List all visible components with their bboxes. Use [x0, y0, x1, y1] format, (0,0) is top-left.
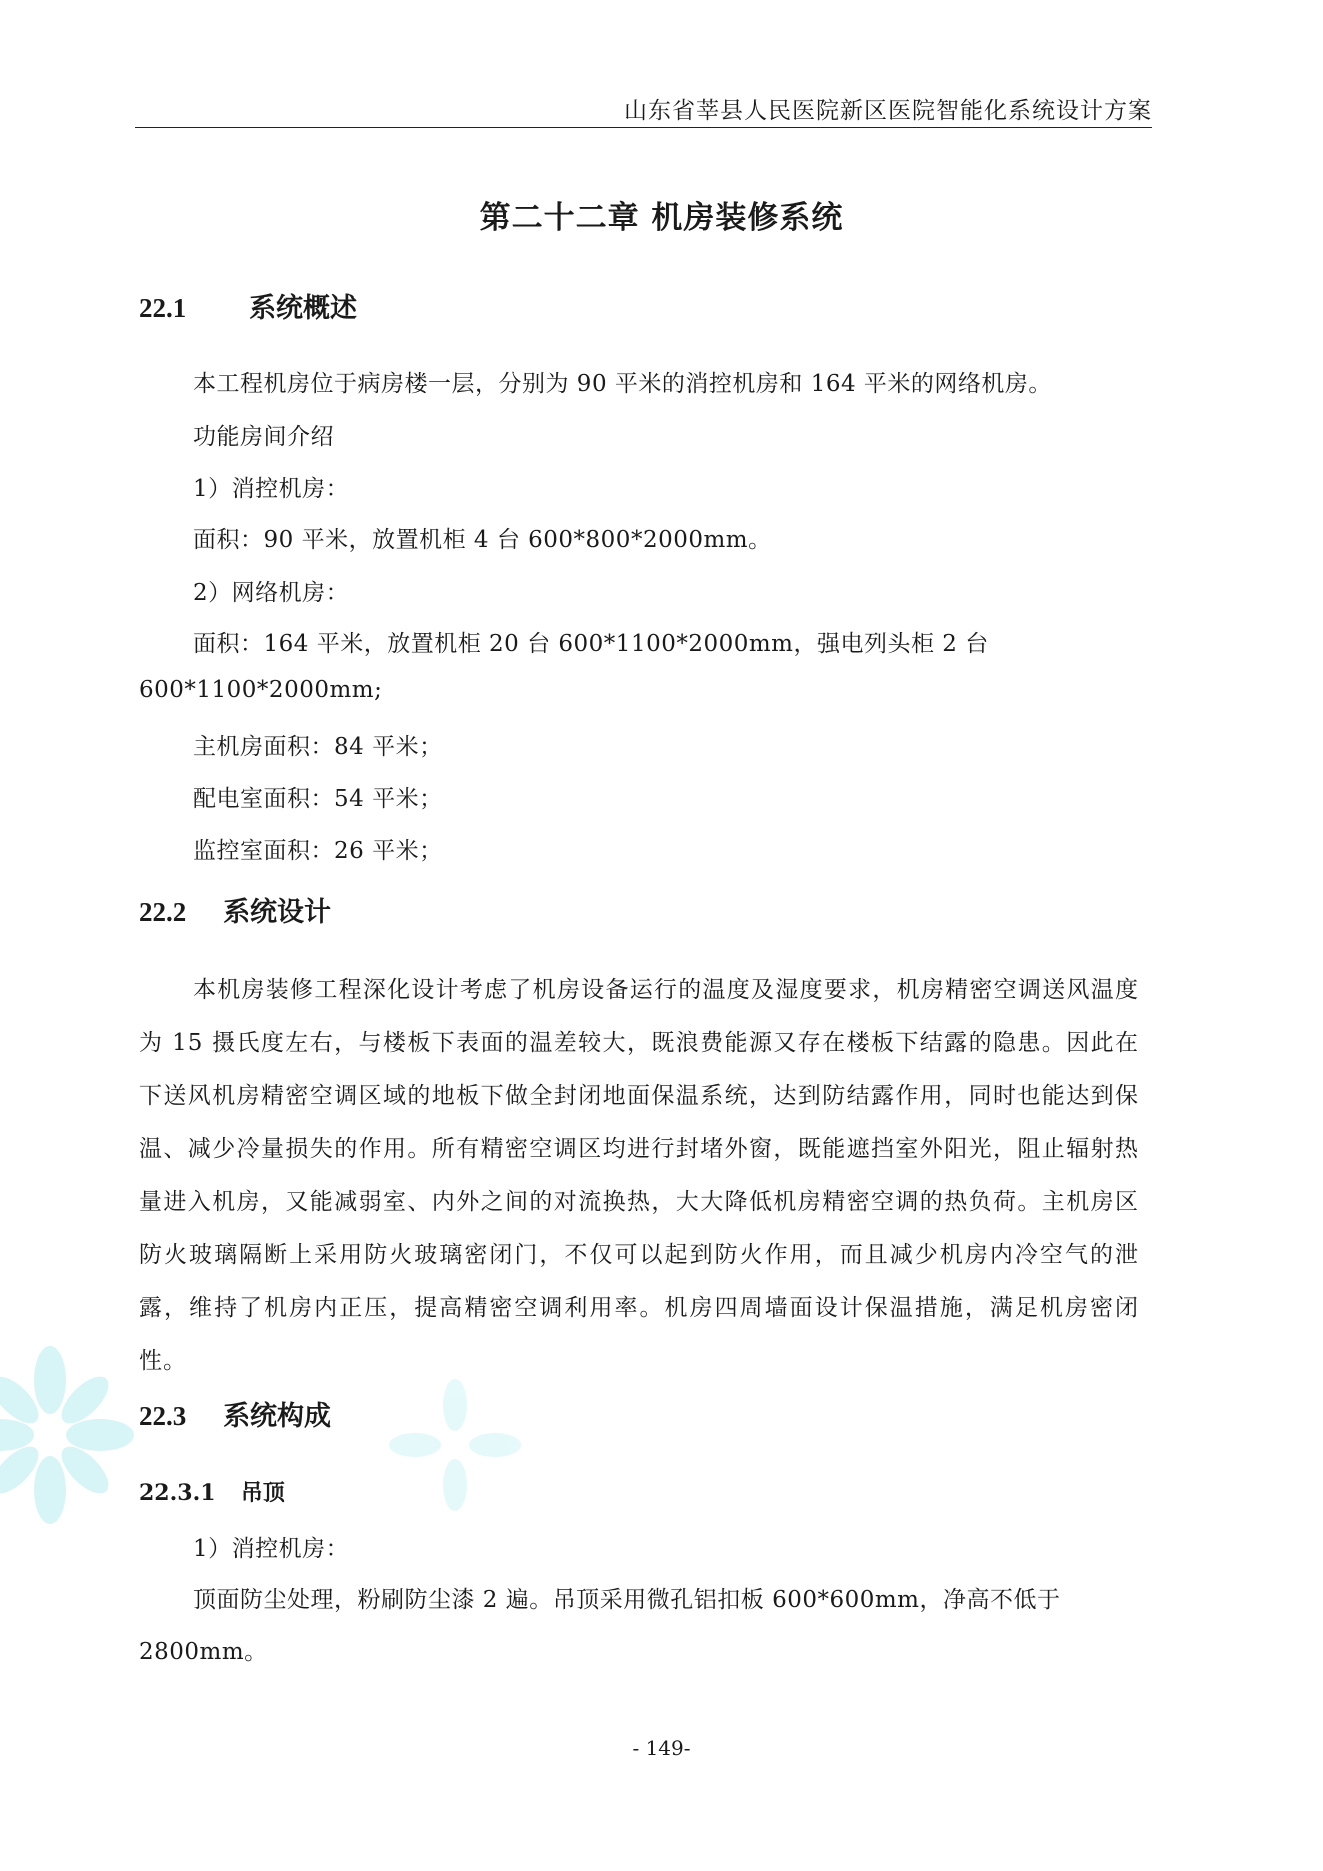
chapter-title: 第二十二章 机房装修系统 — [479, 200, 844, 236]
running-header: 山东省莘县人民医院新区医院智能化系统设计方案 — [624, 98, 1152, 124]
body-line: 面积：90 平米，放置机柜 4 台 600*800*2000mm。 — [193, 527, 772, 553]
subsection-number: 22.3.1 — [139, 1480, 216, 1506]
header-rule — [135, 127, 1152, 128]
body-line: 配电室面积：54 平米； — [193, 786, 443, 812]
section-number: 22.3 — [139, 1401, 187, 1431]
section-title: 系统构成 — [223, 1401, 332, 1432]
watermark-flower-icon-2 — [389, 1379, 521, 1511]
body-line: 1）消控机房： — [193, 1536, 350, 1562]
subsection-heading-22-3-1 — [139, 1476, 285, 1507]
subsection-title: 吊顶 — [240, 1480, 285, 1506]
body-line: 1）消控机房： — [193, 476, 350, 502]
page-number: - 149- — [632, 1736, 691, 1760]
section-heading-22-1 — [139, 286, 357, 325]
section-heading-22-3 — [139, 1394, 331, 1433]
body-line: 监控室面积：26 平米； — [193, 838, 443, 864]
body-line: 功能房间介绍 — [193, 424, 334, 450]
body-paragraph: 本机房装修工程深化设计考虑了机房设备运行的温度及湿度要求，机房精密空调送风温度为 15 摄氏度左右，与楼板下表面的温差较大，既浪费能源又存在楼板下结露的隐患。因此在下送风机房精密空调区域的地板下做全封闭地面保温系统，达到防结露作用，同时也能达到保温、减少冷量损失的作用。所有精密空调区均进行封堵外窗，既能遮挡室外阳光，阻止辐射热量进入机房，又能减弱室、内外之间的对流换热，大大降低机房精密空调的热负荷。主机房区防火玻璃隔断上采用防火玻璃密闭门，不仅可以起到防火作用，而且减少机房内冷空气的泄露，维持了机房内正压，提高精密空调利用率。机房四周墙面设计保温措施，满足机房密闭性。 — [139, 977, 1139, 1374]
body-line: 面积：164 平米，放置机柜 20 台 600*1100*2000mm，强电列头柜 2 台 — [193, 631, 989, 657]
body-line: 2）网络机房： — [193, 580, 350, 606]
body-line: 2800mm。 — [139, 1639, 268, 1665]
section-title: 系统概述 — [249, 293, 358, 324]
section-number: 22.1 — [139, 293, 187, 323]
body-line: 主机房面积：84 平米； — [193, 734, 443, 760]
body-line: 本工程机房位于病房楼一层，分别为 90 平米的消控机房和 164 平米的网络机房。 — [193, 371, 1052, 397]
section-title: 系统设计 — [223, 897, 332, 928]
section-heading-22-2 — [139, 890, 331, 929]
body-line: 600*1100*2000mm; — [139, 677, 383, 703]
watermark-flower-icon — [0, 1346, 134, 1524]
section-number: 22.2 — [139, 897, 187, 927]
body-line: 顶面防尘处理，粉刷防尘漆 2 遍。吊顶采用微孔铝扣板 600*600mm，净高不低于 — [193, 1587, 1061, 1613]
